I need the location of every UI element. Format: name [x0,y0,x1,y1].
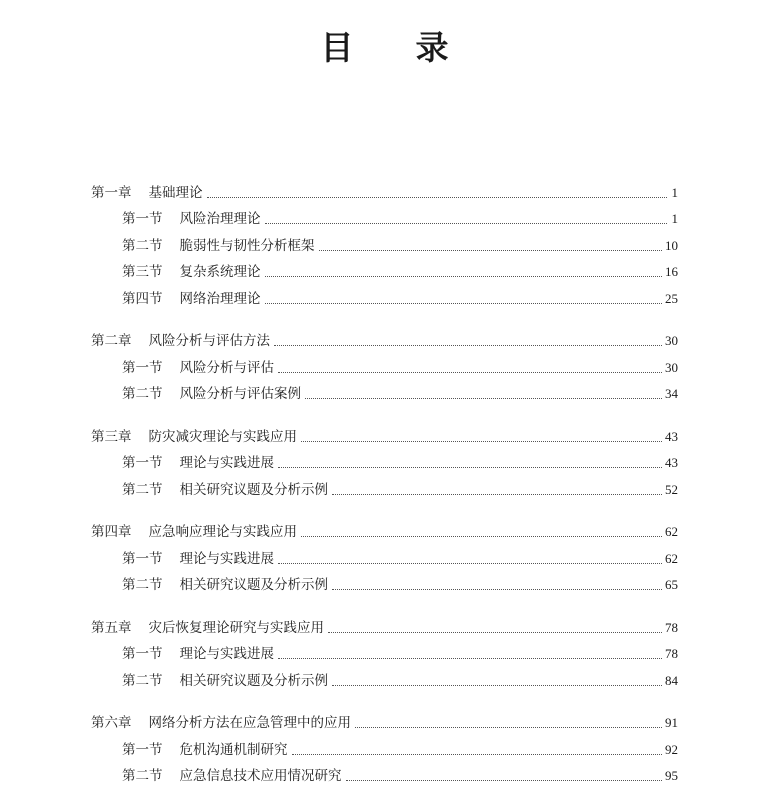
section-title: 脆弱性与韧性分析框架 [179,237,315,254]
dot-leader [355,726,662,728]
chapter-block [91,176,678,309]
section-title: 相关研究议题及分析示例 [179,577,328,593]
toc-chapter-entry [91,707,678,734]
page-number: 30 [665,333,678,348]
page-number: 30 [665,359,678,375]
section-title: 危机沟通机制研究 [179,741,288,758]
chapter-title: 网络分析方法在应急管理中的应用 [148,715,351,731]
page-number: 10 [665,237,678,253]
page-number: 1 [671,211,678,226]
toc-section-entry [91,256,678,283]
section-label: 第二节 [122,237,163,254]
section-label: 第一节 [122,359,163,376]
toc-section-entry [91,733,678,760]
page-title-char-1: 目 [320,28,354,67]
page-number: 91 [665,715,678,730]
page-number: 95 [665,768,678,783]
section-label: 第一节 [122,741,163,758]
dot-leader [278,657,662,659]
toc-chapter-entry [91,516,678,543]
toc-section-entry [91,378,678,405]
toc-chapter-entry [91,611,678,638]
dot-leader [328,631,662,633]
toc-section-entry [91,542,678,569]
page-number: 34 [665,386,678,401]
page-number: 62 [665,524,678,539]
section-title: 理论与实践进展 [179,646,274,662]
chapter-block [91,516,678,596]
page-number: 43 [665,428,678,444]
toc-section-entry [91,569,678,596]
page-number: 1 [671,184,678,200]
toc-chapter-entry [91,176,678,203]
chapter-block [91,325,678,405]
page-number: 78 [665,619,678,635]
section-label: 第一节 [122,211,163,227]
section-title: 理论与实践进展 [179,455,274,471]
toc-chapter-entry [91,420,678,447]
section-title: 风险分析与评估 [179,359,274,376]
toc-section-entry [91,447,678,474]
page-number: 84 [665,672,678,688]
toc-section-entry [91,282,678,309]
section-label: 第二节 [122,672,163,689]
section-label: 第二节 [122,768,163,784]
page-number: 25 [665,290,678,306]
toc-section-entry [91,229,678,256]
dot-leader [332,684,662,686]
section-label: 第四节 [122,290,163,307]
dot-leader [332,588,662,590]
page-number: 92 [665,741,678,757]
page-number: 16 [665,264,678,279]
dot-leader [301,535,662,537]
page-number: 43 [665,455,678,470]
chapter-title: 基础理论 [148,184,203,201]
section-label: 第一节 [122,455,163,471]
page-title [0,26,769,70]
dot-leader [305,397,662,399]
section-title: 理论与实践进展 [179,550,274,567]
page-number: 65 [665,577,678,592]
chapter-label: 第三章 [91,428,132,445]
toc-chapter-entry [91,325,678,352]
toc-section-entry [91,760,678,787]
chapter-title: 防灾减灾理论与实践应用 [148,428,297,445]
dot-leader [278,466,662,468]
toc-section-entry [91,664,678,691]
toc-section-entry [91,351,678,378]
chapter-title: 风险分析与评估方法 [148,333,270,349]
chapter-block [91,611,678,691]
dot-leader [274,344,662,346]
toc-section-entry [91,638,678,665]
section-title: 网络治理理论 [179,290,261,307]
toc-section-entry [91,473,678,500]
section-title: 风险治理理论 [179,211,261,227]
dot-leader [346,779,663,781]
dot-leader [265,275,663,277]
dot-leader [292,753,663,755]
page-title-char-2: 录 [415,28,449,67]
section-label: 第二节 [122,386,163,402]
chapter-title: 应急响应理论与实践应用 [148,524,297,540]
page-number: 78 [665,646,678,661]
dot-leader [332,493,662,495]
section-label: 第一节 [122,550,163,567]
dot-leader [207,196,668,198]
section-title: 相关研究议题及分析示例 [179,672,328,689]
chapter-title: 灾后恢复理论研究与实践应用 [148,619,324,636]
section-title: 风险分析与评估案例 [179,386,301,402]
chapter-block [91,707,678,787]
section-label: 第二节 [122,481,163,498]
chapter-label: 第六章 [91,715,132,731]
dot-leader [278,371,662,373]
section-label: 第三节 [122,264,163,280]
section-label: 第一节 [122,646,163,662]
chapter-label: 第五章 [91,619,132,636]
dot-leader [301,440,662,442]
chapter-label: 第一章 [91,184,132,201]
chapter-label: 第四章 [91,524,132,540]
chapter-label: 第二章 [91,333,132,349]
dot-leader [319,249,663,251]
section-title: 相关研究议题及分析示例 [179,481,328,498]
dot-leader [278,562,662,564]
section-title: 复杂系统理论 [179,264,261,280]
section-label: 第二节 [122,577,163,593]
chapter-block [91,420,678,500]
page-number: 62 [665,550,678,566]
dot-leader [265,302,663,304]
toc-section-entry [91,203,678,230]
dot-leader [265,222,668,224]
section-title: 应急信息技术应用情况研究 [179,768,342,784]
table-of-contents [91,176,678,802]
page-number: 52 [665,481,678,497]
